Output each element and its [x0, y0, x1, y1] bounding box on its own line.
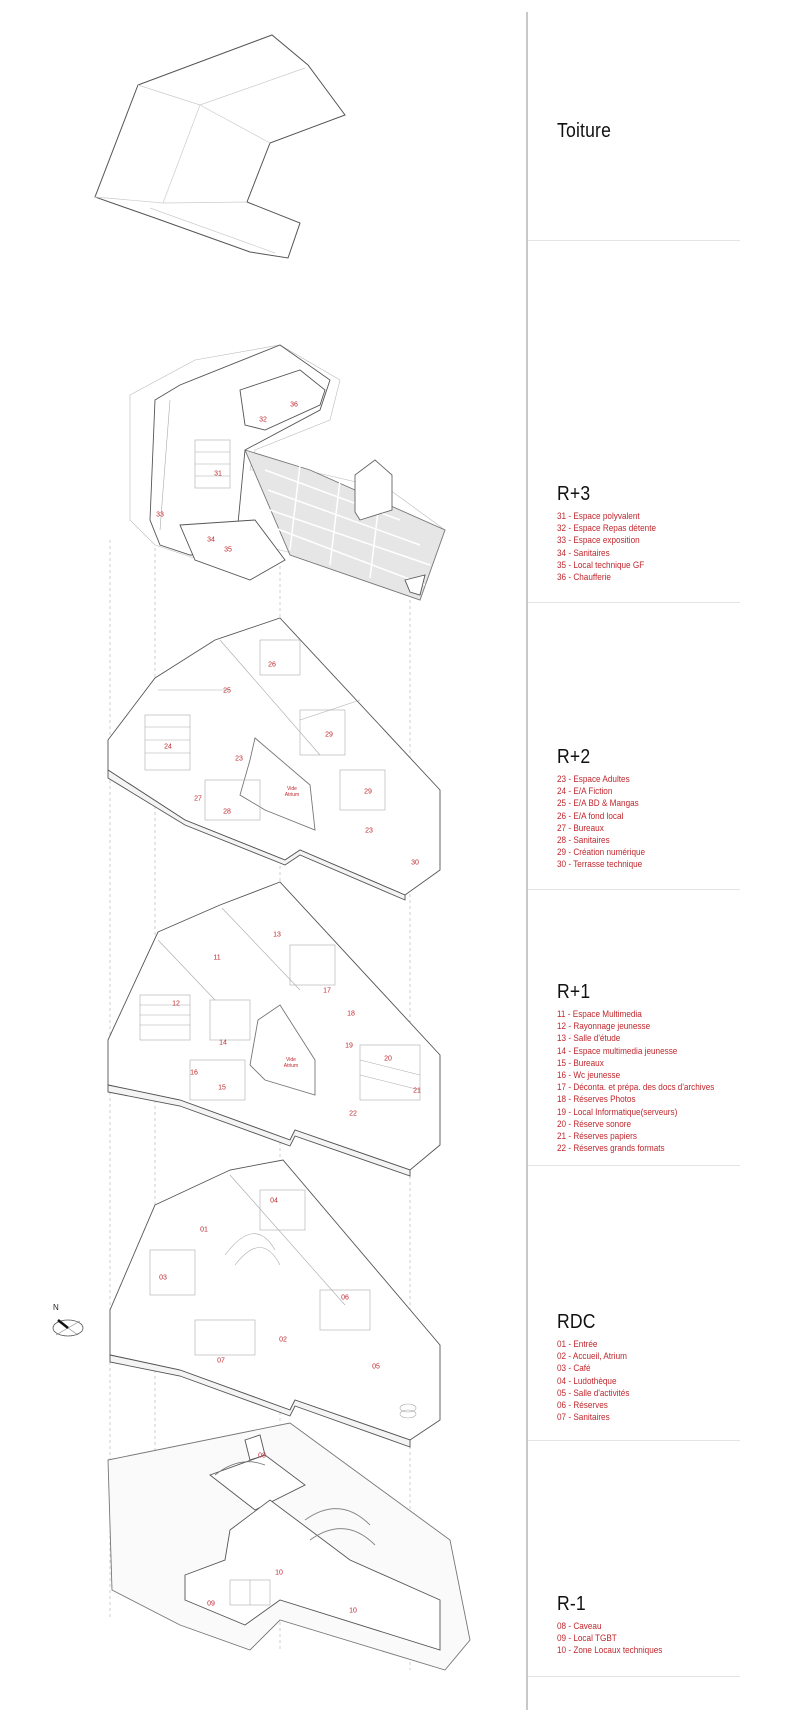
room-label-34: 34 — [207, 536, 215, 544]
level-r2 — [108, 618, 440, 900]
room-label-10b: 10 — [349, 1607, 357, 1615]
legend-divider — [528, 240, 740, 241]
room-item: 14 - Espace multimedia jeunesse — [557, 1045, 678, 1057]
room-item: 10 - Zone Locaux techniques — [557, 1645, 663, 1657]
room-item: 29 - Création numérique — [557, 847, 646, 859]
room-item: 09 - Local TGBT — [557, 1633, 617, 1645]
level-title-r2: R+2 — [557, 746, 591, 768]
level-title-rdc: RDC — [557, 1311, 596, 1333]
room-label-21: 21 — [413, 1087, 421, 1095]
level-title-r1: R+1 — [557, 981, 591, 1003]
room-item: 02 - Accueil, Atrium — [557, 1351, 627, 1363]
level-title-r3: R+3 — [557, 483, 591, 505]
room-item: 03 - Café — [557, 1363, 591, 1375]
room-item: 18 - Réserves Photos — [557, 1094, 636, 1106]
room-item: 25 - E/A BD & Mangas — [557, 798, 639, 810]
room-label-06: 06 — [341, 1294, 349, 1302]
legend-level-r3 — [557, 483, 672, 584]
room-label-36: 36 — [290, 401, 298, 409]
room-item: 13 - Salle d'étude — [557, 1033, 621, 1045]
room-label-22: 22 — [349, 1110, 357, 1118]
atrium-label-r1: Vide Atrium — [283, 1057, 299, 1069]
room-label-18: 18 — [347, 1010, 355, 1018]
room-item: 22 - Réserves grands formats — [557, 1143, 665, 1155]
room-label-14: 14 — [219, 1039, 227, 1047]
level-r3 — [130, 345, 445, 600]
room-label-20: 20 — [384, 1055, 392, 1063]
room-item: 34 - Sanitaires — [557, 547, 610, 559]
room-label-26: 26 — [268, 661, 276, 669]
room-list-r2 — [557, 774, 659, 872]
room-item: 12 - Rayonnage jeunesse — [557, 1021, 651, 1033]
room-label-32: 32 — [259, 416, 267, 424]
room-item: 05 - Salle d'activités — [557, 1387, 630, 1399]
compass-north-label: N — [53, 1303, 59, 1312]
room-label-01: 01 — [200, 1226, 208, 1234]
room-label-31: 31 — [214, 470, 222, 478]
room-label-17: 17 — [323, 987, 331, 995]
room-label-24: 24 — [164, 743, 172, 751]
room-item: 16 - Wc jeunesse — [557, 1070, 621, 1082]
room-item: 23 - Espace Adultes — [557, 774, 630, 785]
room-label-23b: 23 — [365, 827, 373, 835]
room-item: 07 - Sanitaires — [557, 1412, 610, 1424]
room-item: 15 - Bureaux — [557, 1057, 604, 1069]
room-list-r1 — [557, 1009, 740, 1155]
room-label-07: 07 — [217, 1357, 225, 1365]
north-arrow-compass — [48, 1303, 88, 1343]
legend-level-r1 — [557, 981, 740, 1155]
room-item: 33 - Espace exposition — [557, 535, 640, 547]
room-label-28: 28 — [223, 808, 231, 816]
room-list-r-1 — [557, 1621, 680, 1658]
room-label-10a: 10 — [275, 1569, 283, 1577]
legend-divider — [528, 1440, 740, 1441]
room-item: 35 - Local technique GF — [557, 559, 645, 571]
room-label-30: 30 — [411, 859, 419, 867]
room-label-09: 09 — [207, 1600, 215, 1608]
legend-level-toiture — [557, 120, 618, 148]
room-item: 06 - Réserves — [557, 1400, 608, 1412]
room-label-12: 12 — [172, 1000, 180, 1008]
room-label-03: 03 — [159, 1274, 167, 1282]
room-label-13: 13 — [273, 931, 281, 939]
room-item: 30 - Terrasse technique — [557, 859, 643, 871]
room-item: 31 - Espace polyvalent — [557, 511, 640, 522]
atrium-label-r2: Vide Atrium — [284, 786, 300, 798]
room-list-rdc — [557, 1339, 641, 1424]
legend-divider — [528, 1165, 740, 1166]
legend-level-rdc — [557, 1311, 641, 1424]
room-item: 28 - Sanitaires — [557, 835, 610, 847]
room-item: 27 - Bureaux — [557, 822, 604, 834]
legend-level-r2 — [557, 746, 659, 872]
room-item: 19 - Local Informatique(serveurs) — [557, 1106, 678, 1118]
room-label-35: 35 — [224, 546, 232, 554]
room-item: 26 - E/A fond local — [557, 810, 624, 822]
legend-divider — [528, 602, 740, 603]
room-label-19: 19 — [345, 1042, 353, 1050]
legend-divider — [528, 1676, 740, 1677]
room-label-11: 11 — [213, 954, 221, 962]
room-label-29b: 29 — [364, 788, 372, 796]
room-label-15: 15 — [218, 1084, 226, 1092]
legend-separator — [526, 12, 528, 1710]
room-item: 17 - Déconta. et prépa. des docs d'archives — [557, 1082, 715, 1094]
room-label-04: 04 — [270, 1197, 278, 1205]
legend-divider — [528, 889, 740, 890]
room-item: 21 - Réserves papiers — [557, 1131, 637, 1143]
level-r-1 — [108, 1423, 470, 1670]
room-item: 36 - Chaufferie — [557, 572, 611, 584]
level-title-toiture: Toiture — [557, 120, 612, 142]
room-item: 04 - Ludothèque — [557, 1375, 617, 1387]
room-list-r3 — [557, 511, 672, 584]
room-item: 01 - Entrée — [557, 1339, 598, 1350]
compass-icon — [48, 1303, 88, 1343]
room-item: 20 - Réserve sonore — [557, 1118, 632, 1130]
room-label-05: 05 — [372, 1363, 380, 1371]
roof-level — [95, 35, 345, 258]
room-label-08: 08 — [258, 1452, 266, 1460]
level-r1 — [108, 882, 440, 1176]
room-item: 08 - Caveau — [557, 1621, 602, 1632]
room-label-02: 02 — [279, 1336, 287, 1344]
room-item: 32 - Espace Repas détente — [557, 523, 657, 535]
level-title-r-1: R-1 — [557, 1593, 586, 1615]
room-label-23a: 23 — [235, 755, 243, 763]
room-item: 24 - E/A Fiction — [557, 786, 613, 798]
room-label-27: 27 — [194, 795, 202, 803]
room-label-16: 16 — [190, 1069, 198, 1077]
room-label-25: 25 — [223, 687, 231, 695]
room-label-29a: 29 — [325, 731, 333, 739]
room-label-33: 33 — [156, 511, 164, 519]
room-item: 11 - Espace Multimedia — [557, 1009, 642, 1020]
legend-level-r-1 — [557, 1593, 680, 1658]
